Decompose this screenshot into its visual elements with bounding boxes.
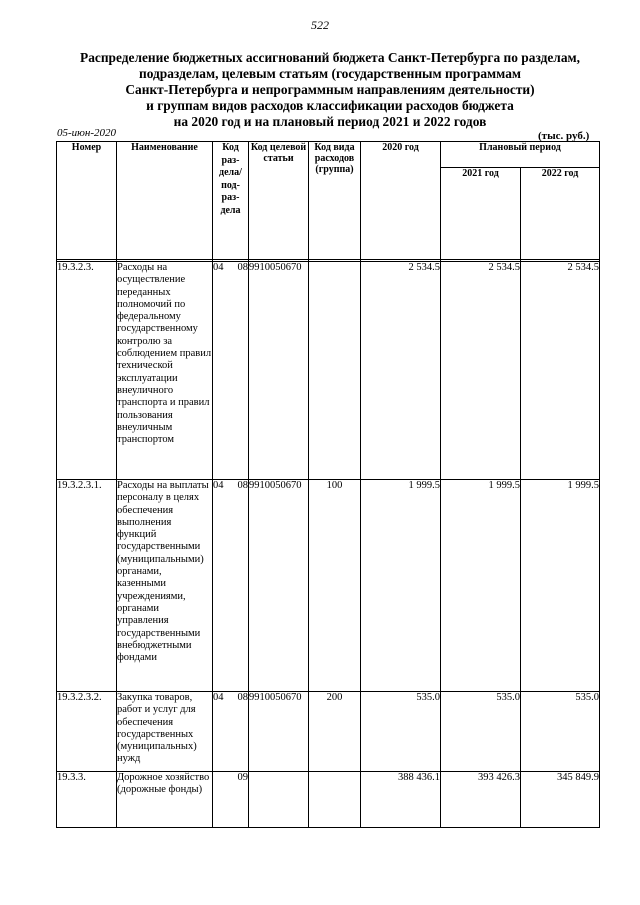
- row-razdel: [213, 772, 249, 828]
- table-row: [57, 480, 600, 692]
- row-razdel: [213, 692, 249, 772]
- header-target-code: Код целевой статьи: [249, 142, 309, 260]
- razdel-code: 04: [213, 480, 224, 491]
- podrazdel-code: 08: [237, 692, 248, 703]
- table-row: [57, 692, 600, 772]
- row-name: Расходы на осуществление переданных полномочий по федеральному государственному контролю за соблюдением правил технической эксплуатации внеуличного транспорта и правил пользования внеуличным транспортом: [117, 262, 213, 480]
- document-title: [40, 50, 620, 130]
- units-label: (тыс. руб.): [538, 130, 590, 142]
- row-amount-2022: 2 534.5: [521, 262, 600, 480]
- page-number: 522: [311, 18, 329, 32]
- header-expense-type-code: Код вида расходов (группа): [309, 142, 361, 260]
- row-number: 19.3.2.3.1.: [57, 480, 117, 692]
- row-amount-2022: 1 999.5: [521, 480, 600, 692]
- header-razdel-code: Код раз-дела/ под-раз-дела: [213, 142, 249, 260]
- row-amount-2021: 1 999.5: [441, 480, 521, 692]
- razdel-code: 04: [213, 692, 224, 703]
- row-target-code: 9910050670: [249, 480, 309, 692]
- row-amount-2020: 1 999.5: [361, 480, 441, 692]
- row-amount-2020: 2 534.5: [361, 262, 441, 480]
- row-expense-type: [309, 772, 361, 828]
- row-amount-2022: 345 849.9: [521, 772, 600, 828]
- title-line: Распределение бюджетных ассигнований бюджета Санкт-Петербурга по разделам,: [80, 50, 580, 65]
- header-plan-period: Плановый период: [441, 142, 600, 168]
- budget-table: [56, 141, 600, 828]
- row-name: Дорожное хозяйство (дорожные фонды): [117, 772, 213, 828]
- row-amount-2020: 535.0: [361, 692, 441, 772]
- row-amount-2020: 388 436.1: [361, 772, 441, 828]
- row-amount-2022: 535.0: [521, 692, 600, 772]
- table-row: [57, 262, 600, 480]
- row-target-code: [249, 772, 309, 828]
- row-expense-type: 200: [309, 692, 361, 772]
- podrazdel-code: 09: [237, 772, 248, 783]
- row-expense-type: 100: [309, 480, 361, 692]
- row-name: Закупка товаров, работ и услуг для обеспечения государственных (муниципальных) нужд: [117, 692, 213, 772]
- row-razdel: [213, 262, 249, 480]
- title-line: на 2020 год и на плановый период 2021 и 2022 годов: [173, 114, 487, 129]
- row-number: 19.3.3.: [57, 772, 117, 828]
- row-number: 19.3.2.3.: [57, 262, 117, 480]
- razdel-code: 04: [213, 262, 224, 273]
- row-target-code: 9910050670: [249, 692, 309, 772]
- header-name: Наименование: [117, 142, 213, 260]
- header-row: [57, 142, 600, 168]
- header-number: Номер: [57, 142, 117, 260]
- row-target-code: 9910050670: [249, 262, 309, 480]
- podrazdel-code: 08: [237, 262, 248, 273]
- row-expense-type: [309, 262, 361, 480]
- header-year-2022: 2022 год: [521, 168, 600, 260]
- document-date: 05-июн-2020: [57, 127, 117, 139]
- row-amount-2021: 393 426.3: [441, 772, 521, 828]
- title-line: Санкт-Петербурга и непрограммным направлениям деятельности): [125, 82, 535, 97]
- podrazdel-code: 08: [237, 480, 248, 491]
- header-year-2021: 2021 год: [441, 168, 521, 260]
- title-line: подразделам, целевым статьям (государственным программам: [138, 66, 522, 81]
- row-amount-2021: 535.0: [441, 692, 521, 772]
- title-line: и группам видов расходов классификации расходов бюджета: [146, 98, 514, 113]
- row-amount-2021: 2 534.5: [441, 262, 521, 480]
- table-row: [57, 772, 600, 828]
- row-razdel: [213, 480, 249, 692]
- header-year-2020: 2020 год: [361, 142, 441, 260]
- row-number: 19.3.2.3.2.: [57, 692, 117, 772]
- row-name: Расходы на выплаты персоналу в целях обеспечения выполнения функций государственными (муниципальными) органами, казенными учреждениями, органами управления государственными внебюджетными фондами: [117, 480, 213, 692]
